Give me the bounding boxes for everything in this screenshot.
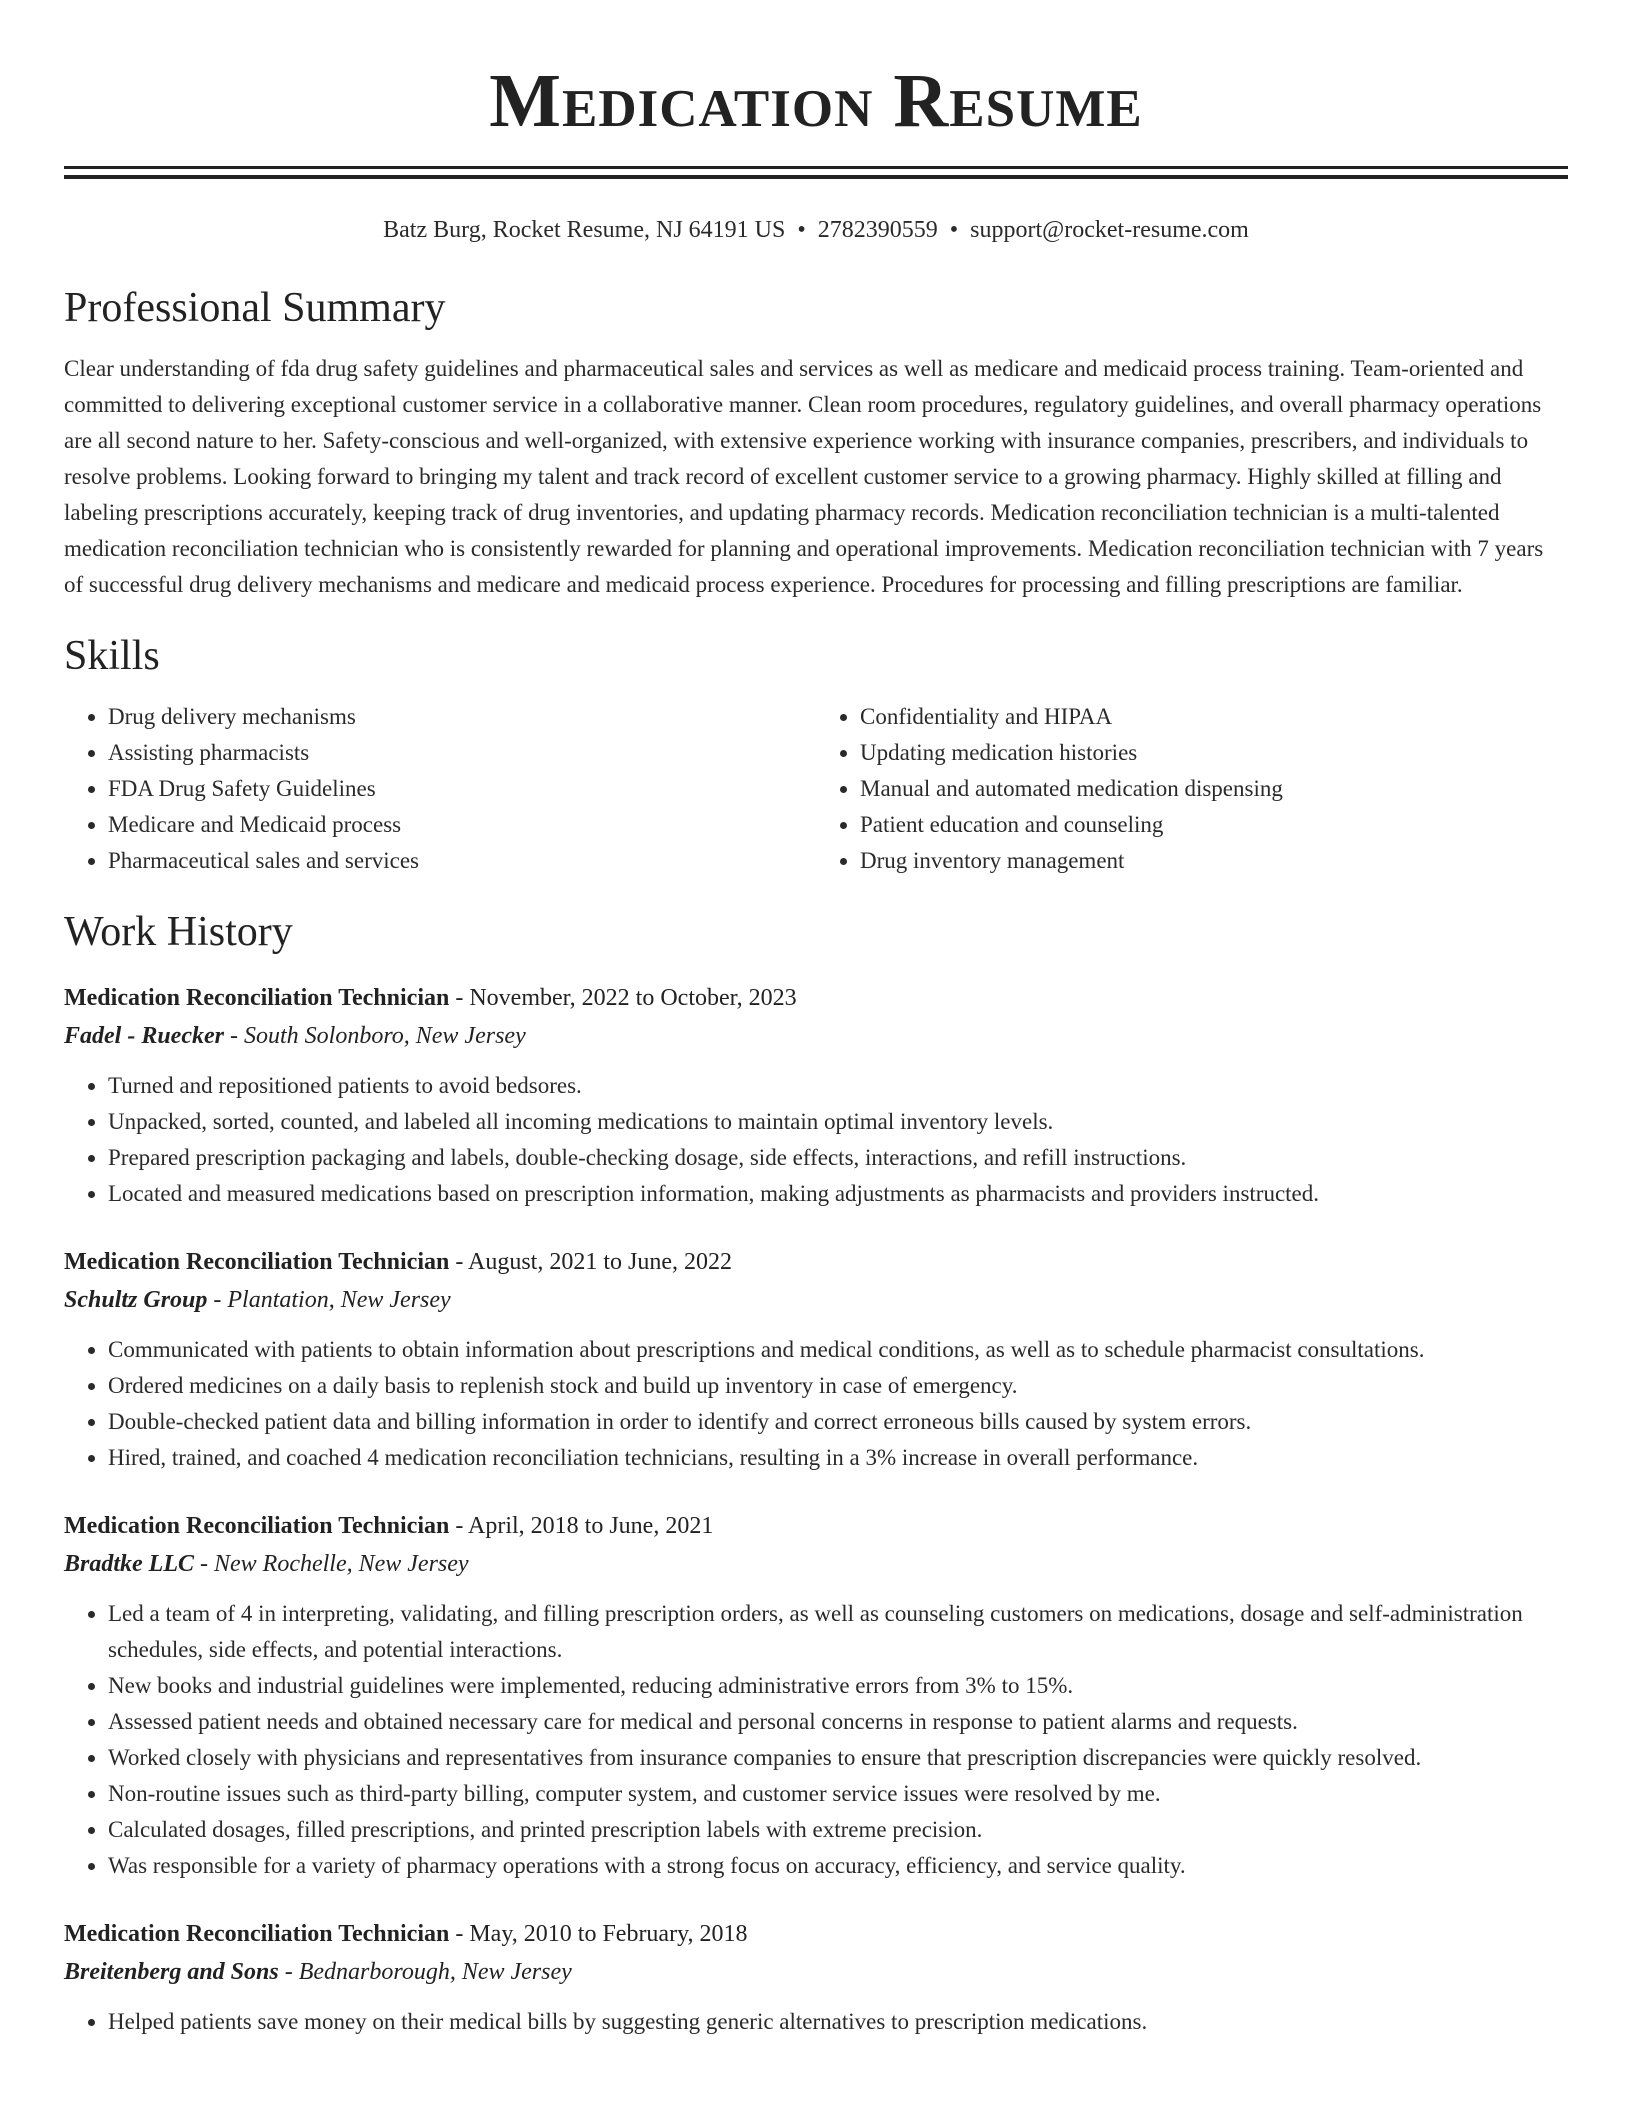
company-name: Bradtke LLC [64, 1550, 194, 1577]
job-bullets [64, 2004, 1568, 2040]
contact-line [64, 215, 1568, 245]
contact-phone: 2782390559 [817, 216, 938, 243]
job-entry [64, 1246, 1568, 1476]
job-bullet: • Was responsible for a variety of pharmacy operations with a strong focus on accuracy, efficiency, and service quality. [108, 1848, 1568, 1884]
job-bullet: • Unpacked, sorted, counted, and labeled all incoming medications to maintain optimal inventory levels. [108, 1104, 1568, 1140]
job-title: Medication Reconciliation Technician [64, 1920, 450, 1947]
company-name: Fadel - Ruecker [64, 1022, 224, 1049]
job-bullet: • Assessed patient needs and obtained necessary care for medical and personal concerns in response to patient alarms and requests. [108, 1704, 1568, 1740]
summary-text: Clear understanding of fda drug safety guidelines and pharmaceutical sales and services as well as medicare and medicaid process training. Team-oriented and committed to delivering exceptional customer service in a collaborative manner. Clean room procedures, regulatory guidelines, and overall pharmacy operations are all second nature to her. Safety-conscious and well-organized, with extensive experience working with insurance companies, prescribers, and individuals to resolve problems. Looking forward to bringing my talent and track record of excellent customer service to a growing pharmacy. Highly skilled at filling and labeling prescriptions accurately, keeping track of drug inventories, and updating pharmacy records. Medication reconciliation technician is a multi-talented medication reconciliation technician who is consistently rewarded for planning and operational improvements. Medication reconciliation technician with 7 years of successful drug delivery mechanisms and medicare and medicaid process experience. Procedures for processing and filling prescriptions are familiar. [64, 355, 1544, 597]
contact-separator: • [797, 216, 806, 243]
company-location: - South Solonboro, New Jersey [223, 1022, 526, 1049]
job-dates: - August, 2021 to June, 2022 [449, 1248, 733, 1275]
job-bullet: • Double-checked patient data and billing information in order to identify and correct erroneous bills caused by system errors. [108, 1404, 1568, 1440]
job-bullet: • Led a team of 4 in interpreting, validating, and filling prescription orders, as well as counseling customers on medications, dosage and self-administration schedules, side effects, and potential interactions. [108, 1596, 1568, 1668]
contact-email[interactable]: support@rocket-resume.com [970, 216, 1249, 243]
skill-item: • Patient education and counseling [860, 807, 1568, 843]
company-location: - Plantation, New Jersey [207, 1286, 451, 1313]
skill-item: • Manual and automated medication dispensing [860, 771, 1568, 807]
skill-item: • Confidentiality and HIPAA [860, 699, 1568, 735]
job-title-line [64, 1510, 1568, 1542]
job-entry [64, 1918, 1568, 2040]
skill-item: • Assisting pharmacists [108, 735, 816, 771]
skill-item: • Updating medication histories [860, 735, 1568, 771]
job-bullet: • Worked closely with physicians and representatives from insurance companies to ensure that prescription discrepancies were quickly resolved. [108, 1740, 1568, 1776]
job-bullets [64, 1596, 1568, 1884]
skills-column-left [64, 699, 816, 879]
job-bullet: • Turned and repositioned patients to avoid bedsores. [108, 1068, 1568, 1104]
title-divider-top [64, 166, 1568, 169]
job-bullet: • Hired, trained, and coached 4 medication reconciliation technicians, resulting in a 3% increase in overall performance. [108, 1440, 1568, 1476]
job-title-line [64, 982, 1568, 1014]
job-bullet: • New books and industrial guidelines were implemented, reducing administrative errors from 3% to 15%. [108, 1668, 1568, 1704]
job-bullets [64, 1068, 1568, 1212]
job-title: Medication Reconciliation Technician [64, 1512, 450, 1539]
job-title-line [64, 1246, 1568, 1278]
job-entry [64, 1510, 1568, 1884]
job-title: Medication Reconciliation Technician [64, 984, 450, 1011]
summary-heading: Professional Summary [64, 284, 446, 331]
job-bullet: • Ordered medicines on a daily basis to replenish stock and build up inventory in case of emergency. [108, 1368, 1568, 1404]
resume-page [64, 0, 1568, 2040]
title-divider-bottom [64, 175, 1568, 179]
skill-item: • FDA Drug Safety Guidelines [108, 771, 816, 807]
skills-list [64, 699, 1568, 879]
company-line [64, 1284, 1568, 1316]
job-bullet: • Helped patients save money on their medical bills by suggesting generic alternatives to prescription medications. [108, 2004, 1568, 2040]
job-bullet: • Communicated with patients to obtain information about prescriptions and medical conditions, as well as to schedule pharmacist consultations. [108, 1332, 1568, 1368]
work-history-list [64, 982, 1568, 2040]
job-title-line [64, 1918, 1568, 1950]
job-bullet: • Non-routine issues such as third-party billing, computer system, and customer service issues were resolved by me. [108, 1776, 1568, 1812]
skills-column-right [816, 699, 1568, 879]
contact-address: Batz Burg, Rocket Resume, NJ 64191 US [383, 216, 786, 243]
company-location: - Bednarborough, New Jersey [278, 1958, 572, 1985]
company-line [64, 1020, 1568, 1052]
resume-title: Medication Resume [489, 59, 1143, 143]
company-line [64, 1548, 1568, 1580]
skills-heading: Skills [64, 632, 160, 679]
job-bullet: • Calculated dosages, filled prescriptions, and printed prescription labels with extreme precision. [108, 1812, 1568, 1848]
skill-item: • Medicare and Medicaid process [108, 807, 816, 843]
skill-item: • Drug inventory management [860, 843, 1568, 879]
contact-separator: • [949, 216, 959, 243]
job-bullets [64, 1332, 1568, 1476]
job-bullet: • Prepared prescription packaging and labels, double-checking dosage, side effects, interactions, and refill instructions. [108, 1140, 1568, 1176]
job-dates: - May, 2010 to February, 2018 [449, 1920, 748, 1947]
job-bullet: • Located and measured medications based on prescription information, making adjustments as pharmacists and providers instructed. [108, 1176, 1568, 1212]
job-entry [64, 982, 1568, 1212]
job-title: Medication Reconciliation Technician [64, 1248, 450, 1275]
company-name: Breitenberg and Sons [64, 1958, 279, 1985]
work-history-heading: Work History [64, 909, 293, 956]
skill-item: • Pharmaceutical sales and services [108, 843, 816, 879]
company-location: - New Rochelle, New Jersey [194, 1550, 469, 1577]
company-name: Schultz Group [64, 1286, 208, 1313]
skill-item: • Drug delivery mechanisms [108, 699, 816, 735]
company-line [64, 1956, 1568, 1988]
job-dates: - April, 2018 to June, 2021 [449, 1512, 714, 1539]
job-dates: - November, 2022 to October, 2023 [449, 984, 797, 1011]
